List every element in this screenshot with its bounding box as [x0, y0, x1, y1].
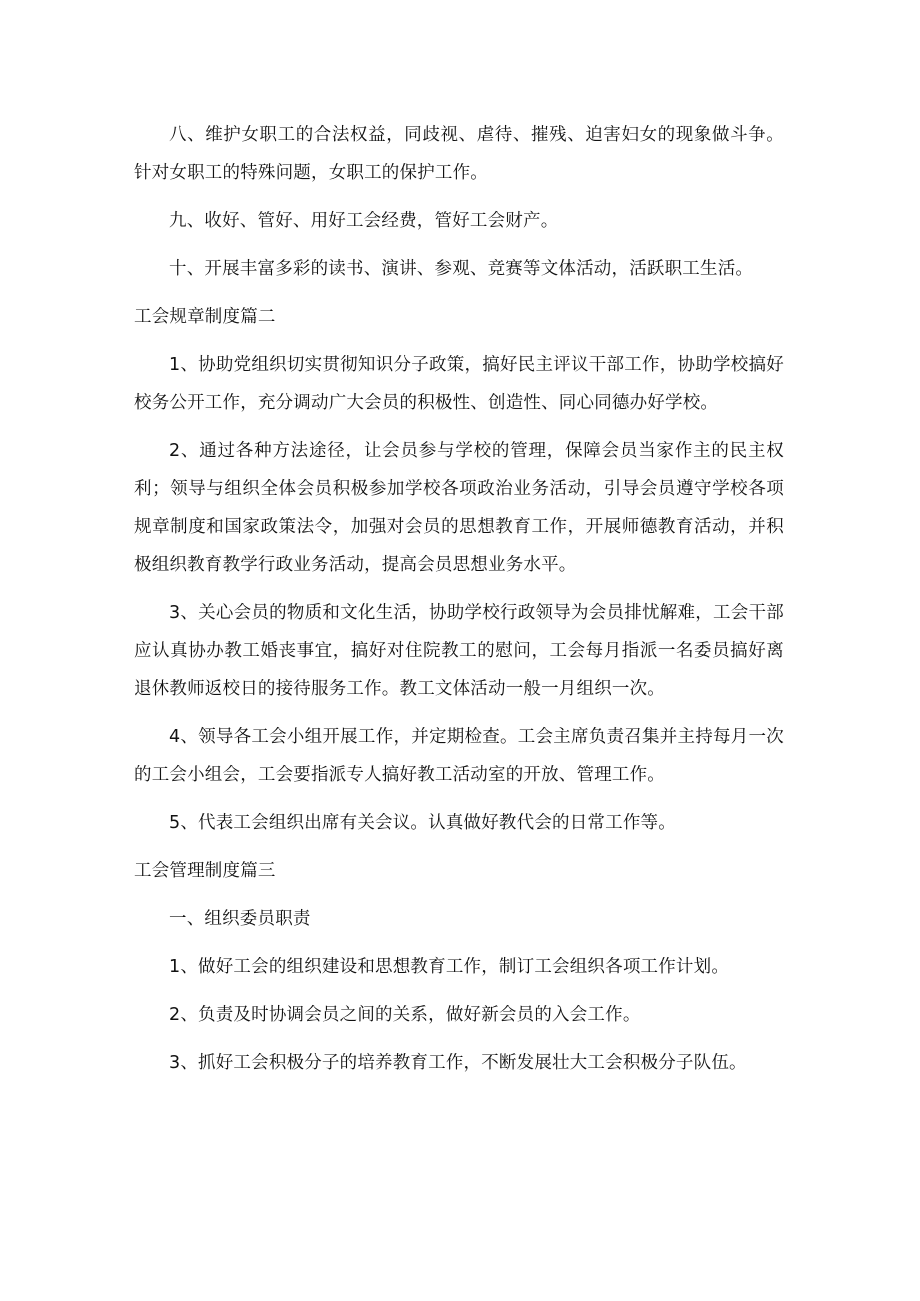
paragraph-3-1: 1、做好工会的组织建设和思想教育工作，制订工会组织各项工作计划。 — [169, 957, 730, 977]
paragraph-3-3: 3、抓好工会积极分子的培养教育工作，不断发展壮大工会积极分子队伍。 — [169, 1053, 747, 1073]
paragraph-2-2: 2、通过各种方法途径，让会员参与学校的管理，保障会员当家作主的民主权利；领导与组织全体会员积极参加学校各项政治业务活动，引导会员遵守学校各项规章制度和国家政策法令，加强对会员的思想教育工作，开展师德教育活动，并积极组织教育教学行政业务活动，提高会员思想业务水平。 — [134, 441, 784, 575]
paragraph-10: 十、开展丰富多彩的读书、演讲、参观、竞赛等文体活动，活跃职工生活。 — [169, 259, 754, 279]
paragraph-8: 八、维护女职工的合法权益，同歧视、虐待、摧残、迫害妇女的现象做斗争。针对女职工的特殊问题，女职工的保护工作。 — [134, 125, 784, 183]
section-heading-3: 工会管理制度篇三 — [134, 861, 276, 881]
paragraph-2-4: 4、领导各工会小组开展工作，并定期检查。工会主席负责召集并主持每月一次的工会小组会，工会要指派专人搞好教工活动室的开放、管理工作。 — [134, 727, 784, 785]
paragraph-2-1: 1、协助党组织切实贯彻知识分子政策，搞好民主评议干部工作，协助学校搞好校务公开工作，充分调动广大会员的积极性、创造性、同心同德办好学校。 — [134, 355, 784, 413]
paragraph-2-5: 5、代表工会组织出席有关会议。认真做好教代会的日常工作等。 — [169, 813, 676, 833]
document-body — [134, 116, 784, 1092]
paragraph-2-3: 3、关心会员的物质和文化生活，协助学校行政领导为会员排忧解难，工会干部应认真协办教工婚丧事宜，搞好对住院教工的慰问，工会每月指派一名委员搞好离退休教师返校日的接待服务工作。教工文体活动一般一月组织一次。 — [134, 603, 784, 699]
paragraph-3-2: 2、负责及时协调会员之间的关系，做好新会员的入会工作。 — [169, 1005, 641, 1025]
subheading-organizer-duties: 一、组织委员职责 — [169, 909, 311, 929]
section-heading-2: 工会规章制度篇二 — [134, 307, 276, 327]
paragraph-9: 九、收好、管好、用好工会经费，管好工会财产。 — [169, 211, 559, 231]
